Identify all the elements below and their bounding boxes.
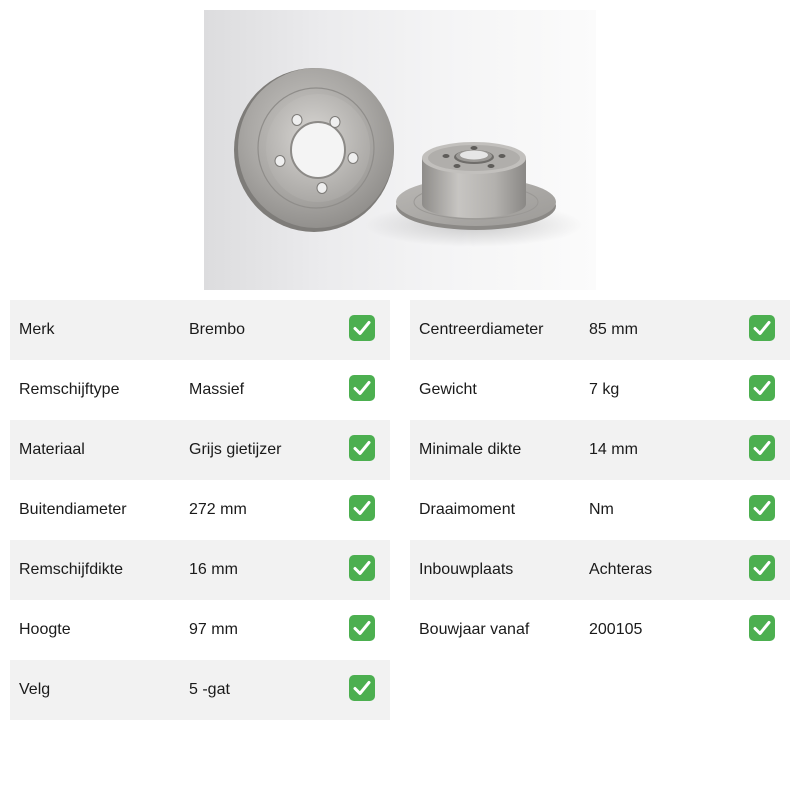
check-icon [749, 495, 775, 521]
spec-label: Bouwjaar vanaf [419, 621, 530, 638]
spec-row [410, 540, 790, 600]
spec-row [10, 600, 390, 660]
spec-label: Materiaal [19, 441, 85, 458]
spec-value: Massief [189, 381, 245, 398]
spec-column-left [10, 300, 390, 720]
spec-row [10, 360, 390, 420]
check-icon [349, 495, 375, 521]
spec-label: Merk [19, 321, 55, 338]
check-icon [349, 555, 375, 581]
spec-label: Buitendiameter [19, 501, 127, 518]
spec-value: 16 mm [189, 561, 238, 578]
spec-row [10, 420, 390, 480]
check-icon [749, 555, 775, 581]
spec-value: 200105 [589, 621, 643, 638]
spec-row [10, 300, 390, 360]
spec-value: 7 kg [589, 381, 620, 398]
spec-row [410, 600, 790, 660]
spec-value: Grijs gietijzer [189, 441, 282, 458]
check-icon [349, 315, 375, 341]
spec-row [10, 660, 390, 720]
spec-value: 5 -gat [189, 681, 230, 698]
spec-value: Brembo [189, 321, 246, 338]
spec-label: Velg [19, 681, 51, 698]
spec-value: Achteras [589, 561, 653, 578]
spec-value: Nm [589, 501, 614, 518]
spec-row [410, 300, 790, 360]
check-icon [349, 675, 375, 701]
brake-disc-icon [204, 10, 596, 290]
check-icon [349, 615, 375, 641]
spec-column-right [410, 300, 790, 660]
spec-row [410, 480, 790, 540]
spec-value: 14 mm [589, 441, 638, 458]
spec-value: 85 mm [589, 321, 638, 338]
product-image [204, 10, 596, 290]
spec-label: Remschijftype [19, 381, 120, 398]
check-icon [349, 435, 375, 461]
check-icon [749, 315, 775, 341]
spec-value: 272 mm [189, 501, 247, 518]
spec-label: Draaimoment [419, 501, 516, 518]
check-icon [749, 435, 775, 461]
spec-label: Remschijfdikte [19, 561, 124, 578]
check-icon [749, 615, 775, 641]
spec-label: Gewicht [419, 381, 477, 398]
spec-value: 97 mm [189, 621, 238, 638]
spec-row [10, 480, 390, 540]
spec-row [410, 360, 790, 420]
check-icon [349, 375, 375, 401]
spec-row [410, 420, 790, 480]
spec-row [10, 540, 390, 600]
spec-label: Inbouwplaats [419, 561, 514, 578]
spec-label: Centreerdiameter [419, 321, 544, 338]
check-icon [749, 375, 775, 401]
spec-label: Hoogte [19, 621, 71, 638]
spec-label: Minimale dikte [419, 441, 522, 458]
